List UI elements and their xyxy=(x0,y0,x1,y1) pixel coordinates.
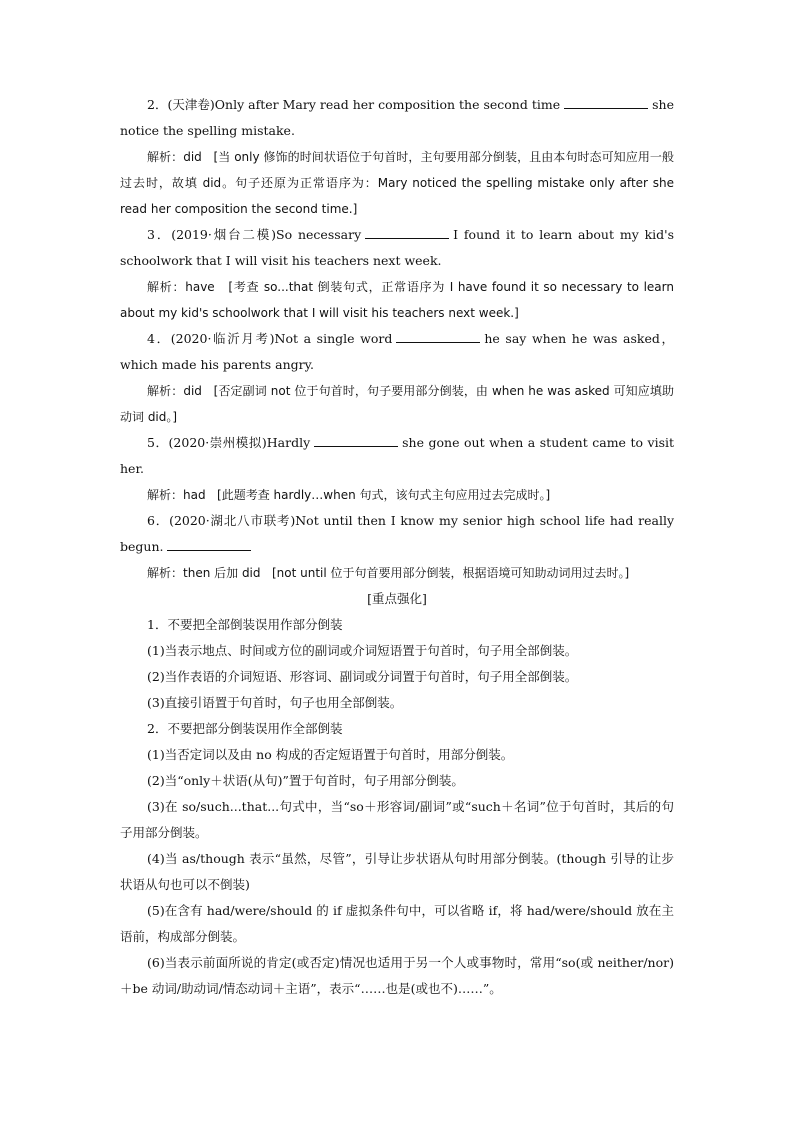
question-text: she notice the spelling mistake. xyxy=(120,97,674,138)
question-text: Hardly xyxy=(266,435,311,450)
list-item: (5)在含有 had/were/should 的 if 虚拟条件句中，可以省略 if，将 had/were/should 放在主语前，构成部分倒装。 xyxy=(120,903,674,944)
analysis-6 xyxy=(120,560,674,586)
list-item: (6)当表示前面所说的肯定(或否定)情况也适用于另一个人或事物时，常用“so(或 neither/nor)＋be 动词/助动词/情态动词＋主语”，表示“……也是(或也不)……”。 xyxy=(120,955,674,996)
list-item: (2)当“only＋状语(从句)”置于句首时，句子用部分倒装。 xyxy=(147,773,464,788)
question-text: Only after Mary read her composition the second time xyxy=(214,97,561,112)
analysis-answer: had xyxy=(183,488,206,502)
list-item: (1)当表示地点、时间或方位的副词或介词短语置于句首时，句子用全部倒装。 xyxy=(147,643,578,658)
analysis-2 xyxy=(120,144,674,222)
question-text: he say when he was asked， which made his parents angry. xyxy=(120,331,675,372)
heading-1: 1．不要把全部倒装误用作部分倒装 xyxy=(147,617,343,632)
list-item: (4)当 as/though 表示“虽然，尽管”，引导让步状语从句时用部分倒装。(though 引导的让步状语从句也可以不倒装) xyxy=(120,851,674,892)
question-number: 6． xyxy=(147,513,170,528)
question-source: (2019·烟台二模) xyxy=(171,227,277,242)
analysis-4 xyxy=(120,378,674,430)
question-text: Not a single word xyxy=(274,331,393,346)
analysis-5 xyxy=(120,482,674,508)
question-number: 3． xyxy=(147,227,172,242)
heading-2: 2．不要把部分倒装误用作全部倒装 xyxy=(147,721,343,736)
question-text: I found it to learn about my kid's schoolwork that I will visit his teachers next week. xyxy=(120,227,675,268)
analysis-label: 解析： xyxy=(147,150,184,164)
analysis-text: [当 only 修饰的时间状语位于句首时，主句要用部分倒装，且由本句时态可知应用一般过去时，故填 did。句子还原为正常语序为：Mary noticed the spelling mistake only after she read her composition the second time.] xyxy=(120,150,674,216)
list-item: (1)当否定词以及由 no 构成的否定短语置于句首时，用部分倒装。 xyxy=(147,747,514,762)
list-item: (3)在 so/such...that...句式中，当“so＋形容词/副词”或“such＋名词”位于句首时，其后的句子用部分倒装。 xyxy=(120,799,674,840)
analysis-text: [考查 so...that 倒装句式，正常语序为 I have found it so necessary to learn about my kid's schoolwork that I will visit his teachers next week.] xyxy=(120,280,674,320)
analysis-label: 解析： xyxy=(147,280,186,294)
question-6 xyxy=(120,508,674,560)
answer-blank[interactable] xyxy=(314,432,398,447)
analysis-label: 解析： xyxy=(147,384,184,398)
question-source: (天津卷) xyxy=(167,97,215,112)
analysis-answer: then 后加 did xyxy=(183,566,261,580)
question-number: 4． xyxy=(147,331,171,346)
question-2 xyxy=(120,92,674,144)
answer-blank[interactable] xyxy=(167,536,251,551)
answer-blank[interactable] xyxy=(564,94,648,109)
question-number: 5． xyxy=(147,435,169,450)
document-page xyxy=(120,92,674,1002)
analysis-label: 解析： xyxy=(147,566,184,580)
question-source: (2020·湖北八市联考) xyxy=(169,513,296,528)
question-4 xyxy=(120,326,674,378)
analysis-3 xyxy=(120,274,674,326)
analysis-answer: have xyxy=(185,280,215,294)
analysis-text: [not until 位于句首要用部分倒装，根据语境可知助动词用过去时。] xyxy=(271,566,630,580)
list-item: (2)当作表语的介词短语、形容词、副词或分词置于句首时，句子用全部倒装。 xyxy=(147,669,578,684)
question-text: So necessary xyxy=(276,227,362,242)
question-source: (2020·临沂月考) xyxy=(170,331,275,346)
list-item: (3)直接引语置于句首时，句子也用全部倒装。 xyxy=(147,695,403,710)
question-5 xyxy=(120,430,674,482)
analysis-text: [否定副词 not 位于句首时，句子要用部分倒装，由 when he was asked 可知应填助动词 did。] xyxy=(120,384,674,424)
question-text: she gone out when a student came to visit her. xyxy=(120,435,674,476)
analysis-answer: did xyxy=(183,150,202,164)
answer-blank[interactable] xyxy=(365,224,449,239)
section-title: [重点强化] xyxy=(367,591,427,606)
question-source: (2020·崇州模拟) xyxy=(168,435,267,450)
question-number: 2． xyxy=(147,97,168,112)
question-text: Not until then I know my senior high school life had really begun. xyxy=(120,513,674,554)
analysis-label: 解析： xyxy=(147,488,184,502)
analysis-answer: did xyxy=(183,384,202,398)
question-3 xyxy=(120,222,674,274)
analysis-text: [此题考查 hardly…when 句式，该句式主句应用过去完成时。] xyxy=(217,488,551,502)
answer-blank[interactable] xyxy=(396,328,480,343)
